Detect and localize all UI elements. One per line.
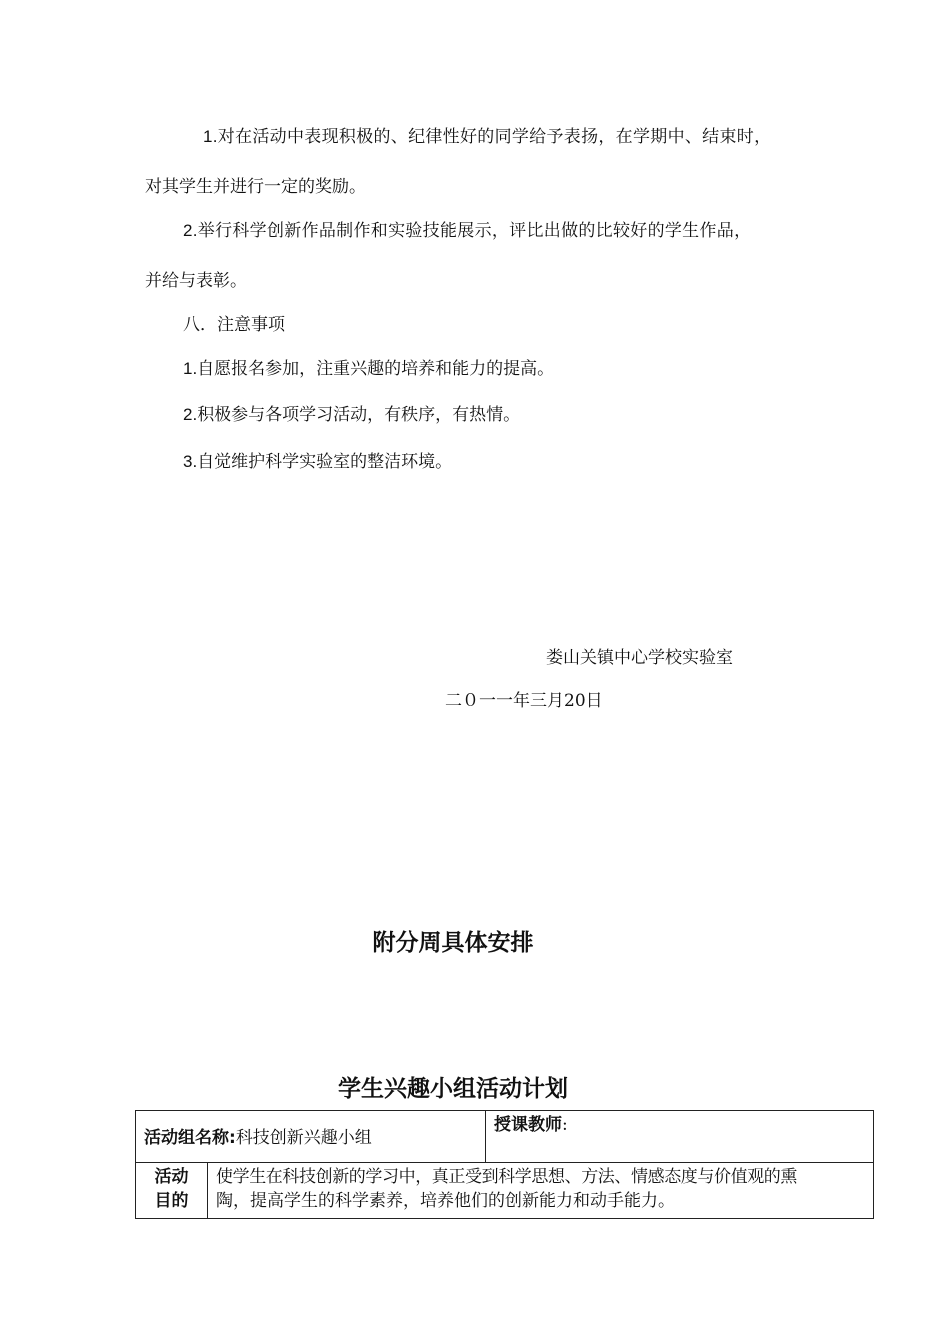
table-row xyxy=(136,1163,874,1219)
signature-org: 娄山关镇中心学校实验室 xyxy=(546,648,733,668)
paragraph-number: 2. xyxy=(183,221,198,240)
paragraph-reward-2-cont xyxy=(145,270,247,292)
paragraph-text: 八．注意事项 xyxy=(183,315,285,335)
paragraph-text: 对其学生并进行一定的奖励。 xyxy=(145,177,366,197)
paragraph-reward-1-cont xyxy=(145,176,366,198)
table-row xyxy=(136,1111,874,1163)
paragraph-reward-1 xyxy=(203,126,771,148)
purpose-text-line: 陶，提高学生的科学素养，培养他们的创新能力和动手能力。 xyxy=(216,1191,675,1211)
purpose-content-cell xyxy=(208,1163,874,1219)
activity-plan-table xyxy=(135,1110,874,1219)
purpose-label-line: 目的 xyxy=(154,1191,189,1211)
teacher-colon: : xyxy=(562,1115,568,1135)
group-name-label: 活动组名称: xyxy=(144,1127,236,1148)
group-name-value: 科技创新兴趣小组 xyxy=(235,1127,372,1148)
paragraph-number: 3. xyxy=(183,452,198,471)
paragraph-text: 自觉维护科学实验室的整洁环境。 xyxy=(197,452,453,472)
teacher-label: 授课教师 xyxy=(494,1115,562,1135)
paragraph-text: 对在活动中表现积极的、纪律性好的同学给予表扬，在学期中、结束时， xyxy=(217,127,772,147)
section-heading-notes xyxy=(183,314,285,336)
paragraph-text: 举行科学创新作品制作和实验技能展示，评比出做的比较好的学生作品， xyxy=(197,221,752,241)
teacher-cell xyxy=(486,1111,874,1163)
note-item-3 xyxy=(183,451,452,473)
purpose-text-line: 使学生在科技创新的学习中，真正受到科学思想、方法、情感态度与价值观的熏 xyxy=(216,1167,797,1187)
table-title: 学生兴趣小组活动计划 xyxy=(338,1076,568,1102)
paragraph-reward-2 xyxy=(183,220,751,242)
note-item-2 xyxy=(183,404,520,426)
signature-date: 二０一一年三月20日 xyxy=(445,691,603,711)
paragraph-number: 1. xyxy=(203,127,218,146)
paragraph-text: 积极参与各项学习活动，有秩序，有热情。 xyxy=(197,405,521,425)
purpose-label-cell xyxy=(136,1163,208,1219)
note-item-1 xyxy=(183,358,554,380)
group-name-cell xyxy=(136,1111,486,1163)
paragraph-text: 自愿报名参加，注重兴趣的培养和能力的提高。 xyxy=(197,359,555,379)
paragraph-number: 2. xyxy=(183,405,198,424)
paragraph-number: 1. xyxy=(183,359,198,378)
purpose-label-line: 活动 xyxy=(154,1167,189,1187)
appendix-heading: 附分周具体安排 xyxy=(372,930,534,956)
paragraph-text: 并给与表彰。 xyxy=(145,271,247,291)
